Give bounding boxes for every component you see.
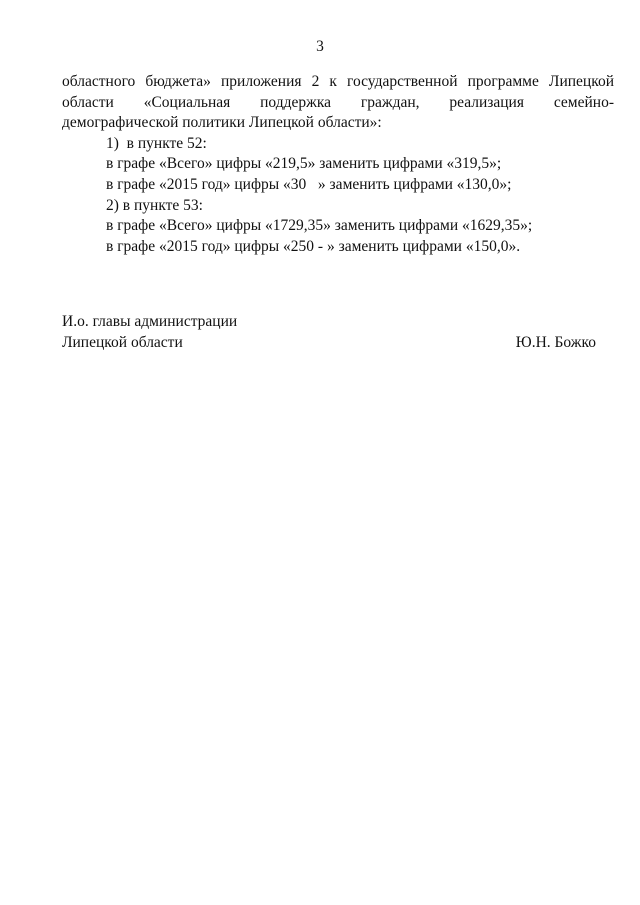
page-number: 3 [316,38,324,55]
list-item-point-53: 2) в пункте 53: [106,196,203,214]
signatory-name: Ю.Н. Божко [515,333,596,351]
list-item-53-total: в графе «Всего» цифры «1729,35» заменить цифрами «1629,35»; [106,217,533,235]
signature-position-line-2: Липецкой области [62,333,183,351]
document-body [62,72,614,257]
signature-position-line-1: И.о. главы администрации [62,313,238,330]
signature-block [62,312,596,353]
list-item-53-2015: в графе «2015 год» цифры «250 - » заменить цифрами «150,0». [106,237,521,255]
list-item-52-total: в графе «Всего» цифры «219,5» заменить цифрами «319,5»; [106,155,502,173]
paragraph-line-3: демографической политики Липецкой области»: [62,114,382,132]
paragraph-line-1: областного бюджета» приложения 2 к государственной программе Липецкой [62,73,614,90]
list-item-point-52: 1) в пункте 52: [106,134,207,152]
list-item-52-2015: в графе «2015 год» цифры «30 » заменить цифрами «130,0»; [106,175,512,193]
paragraph-line-2: области «Социальная поддержка граждан, реализация семейно- [62,93,614,111]
